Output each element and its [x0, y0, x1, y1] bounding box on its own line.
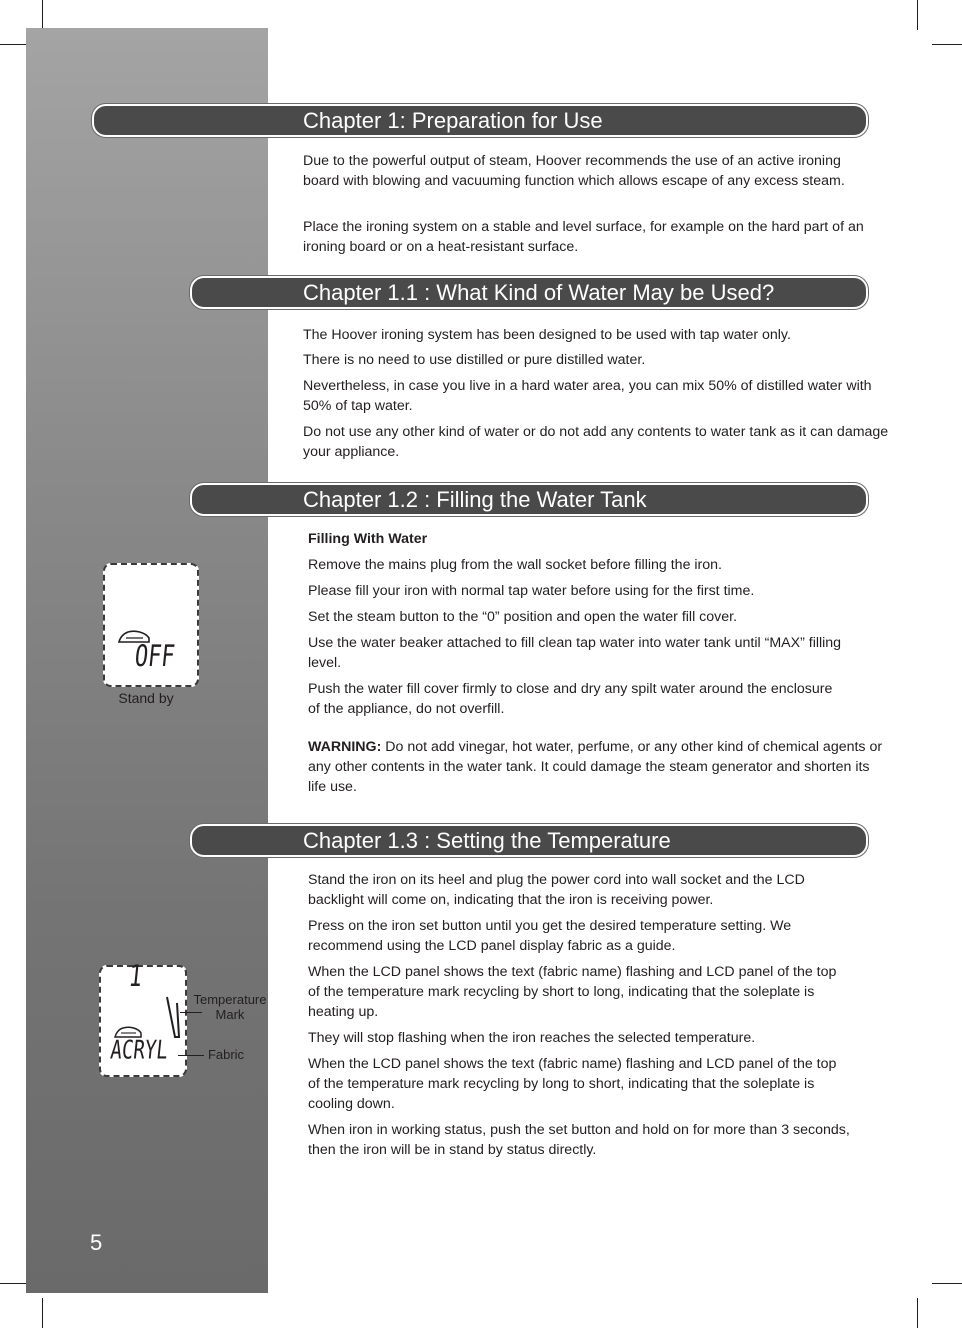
- crop-mark: [42, 1298, 43, 1328]
- fabric-leader-line: [178, 1055, 204, 1056]
- crop-mark: [932, 1283, 962, 1284]
- standby-caption: Stand by: [118, 690, 174, 706]
- chapter-1-2-paragraph: Use the water beaker attached to fill clean tap water into water tank until “MAX” filling level.: [308, 635, 842, 671]
- temperature-digit: 1: [127, 960, 144, 994]
- page-number: 5: [90, 1230, 103, 1255]
- chapter-1-1-paragraph: There is no need to use distilled or pure distilled water.: [303, 352, 646, 368]
- chapter-1-2-paragraph: Please fill your iron with normal tap water before using for the first time.: [308, 583, 755, 599]
- chapter-1-3-paragraph: Stand the iron on its heel and plug the power cord into wall socket and the LCD backlight will come on, indicating that the iron is receiving power.: [308, 872, 805, 908]
- chapter-1-1-paragraph: Nevertheless, in case you live in a hard water area, you can mix 50% of distilled water with 50% of tap water.: [303, 378, 872, 414]
- chapter-1-3-paragraph: When the LCD panel shows the text (fabric name) flashing and LCD panel of the top of the temperature mark recycling by long to short, indicating that the soleplate is cooling down.: [308, 1056, 837, 1112]
- temperature-lcd-display: [99, 960, 187, 1077]
- standby-lcd-display: [103, 563, 199, 687]
- standby-display-text: OFF: [133, 640, 177, 674]
- chapter-1-3-paragraph: When iron in working status, push the set button and hold on for more than 3 seconds, then the iron will be in stand by status directly.: [308, 1122, 850, 1158]
- crop-mark: [917, 0, 918, 30]
- chapter-1-title: Chapter 1: Preparation for Use: [303, 108, 603, 133]
- chapter-1-3-paragraph: They will stop flashing when the iron reaches the selected temperature.: [308, 1030, 756, 1046]
- chapter-1-3-paragraph: Press on the iron set button until you get the desired temperature setting. We recommend using the LCD panel display fabric as a guide.: [308, 918, 792, 954]
- chapter-1-2-paragraph: Push the water fill cover firmly to close and dry any spilt water around the enclosure of the appliance, do not overfill.: [308, 681, 833, 717]
- chapter-1-2-paragraph: Set the steam button to the “0” position and open the water fill cover.: [308, 609, 738, 625]
- chapter-1-3-title: Chapter 1.3 : Setting the Temperature: [303, 828, 671, 853]
- filling-subheading: Filling With Water: [308, 531, 428, 547]
- chapter-1-1-title: Chapter 1.1 : What Kind of Water May be Used?: [303, 280, 775, 305]
- warning-text: Do not add vinegar, hot water, perfume, or any other kind of chemical agents or any other contents in the water tank. It could damage the steam generator and shorten its life use.: [308, 739, 883, 795]
- fabric-display-text: ACRYL: [109, 1035, 170, 1065]
- fabric-label: Fabric: [207, 1047, 245, 1062]
- chapter-1-2-title: Chapter 1.2 : Filling the Water Tank: [303, 487, 647, 512]
- crop-mark: [932, 44, 962, 45]
- temperature-leader-line: [180, 1012, 202, 1013]
- chapter-1-2-paragraph: Remove the mains plug from the wall socket before filling the iron.: [308, 557, 723, 573]
- warning-label: WARNING:: [308, 739, 382, 755]
- chapter-1-1-paragraph: Do not use any other kind of water or do not add any contents to water tank as it can damage your appliance.: [303, 424, 889, 460]
- temperature-mark-label: Temperature Mark: [193, 992, 267, 1022]
- crop-mark: [42, 0, 43, 30]
- chapter-1-paragraph: Place the ironing system on a stable and level surface, for example on the hard part of an ironing board or on a heat-resistant surface.: [303, 219, 864, 255]
- chapter-1-paragraph: Due to the powerful output of steam, Hoover recommends the use of an active ironing board with blowing and vacuuming function which allows escape of any excess steam.: [303, 153, 845, 189]
- chapter-1-1-paragraph: The Hoover ironing system has been designed to be used with tap water only.: [303, 327, 791, 343]
- chapter-1-3-paragraph: When the LCD panel shows the text (fabric name) flashing and LCD panel of the top of the temperature mark recycling by short to long, indicating that the soleplate is heating up.: [308, 964, 837, 1020]
- temperature-mark-icon: [165, 995, 183, 1041]
- crop-mark: [917, 1298, 918, 1328]
- warning-paragraph: [308, 737, 883, 797]
